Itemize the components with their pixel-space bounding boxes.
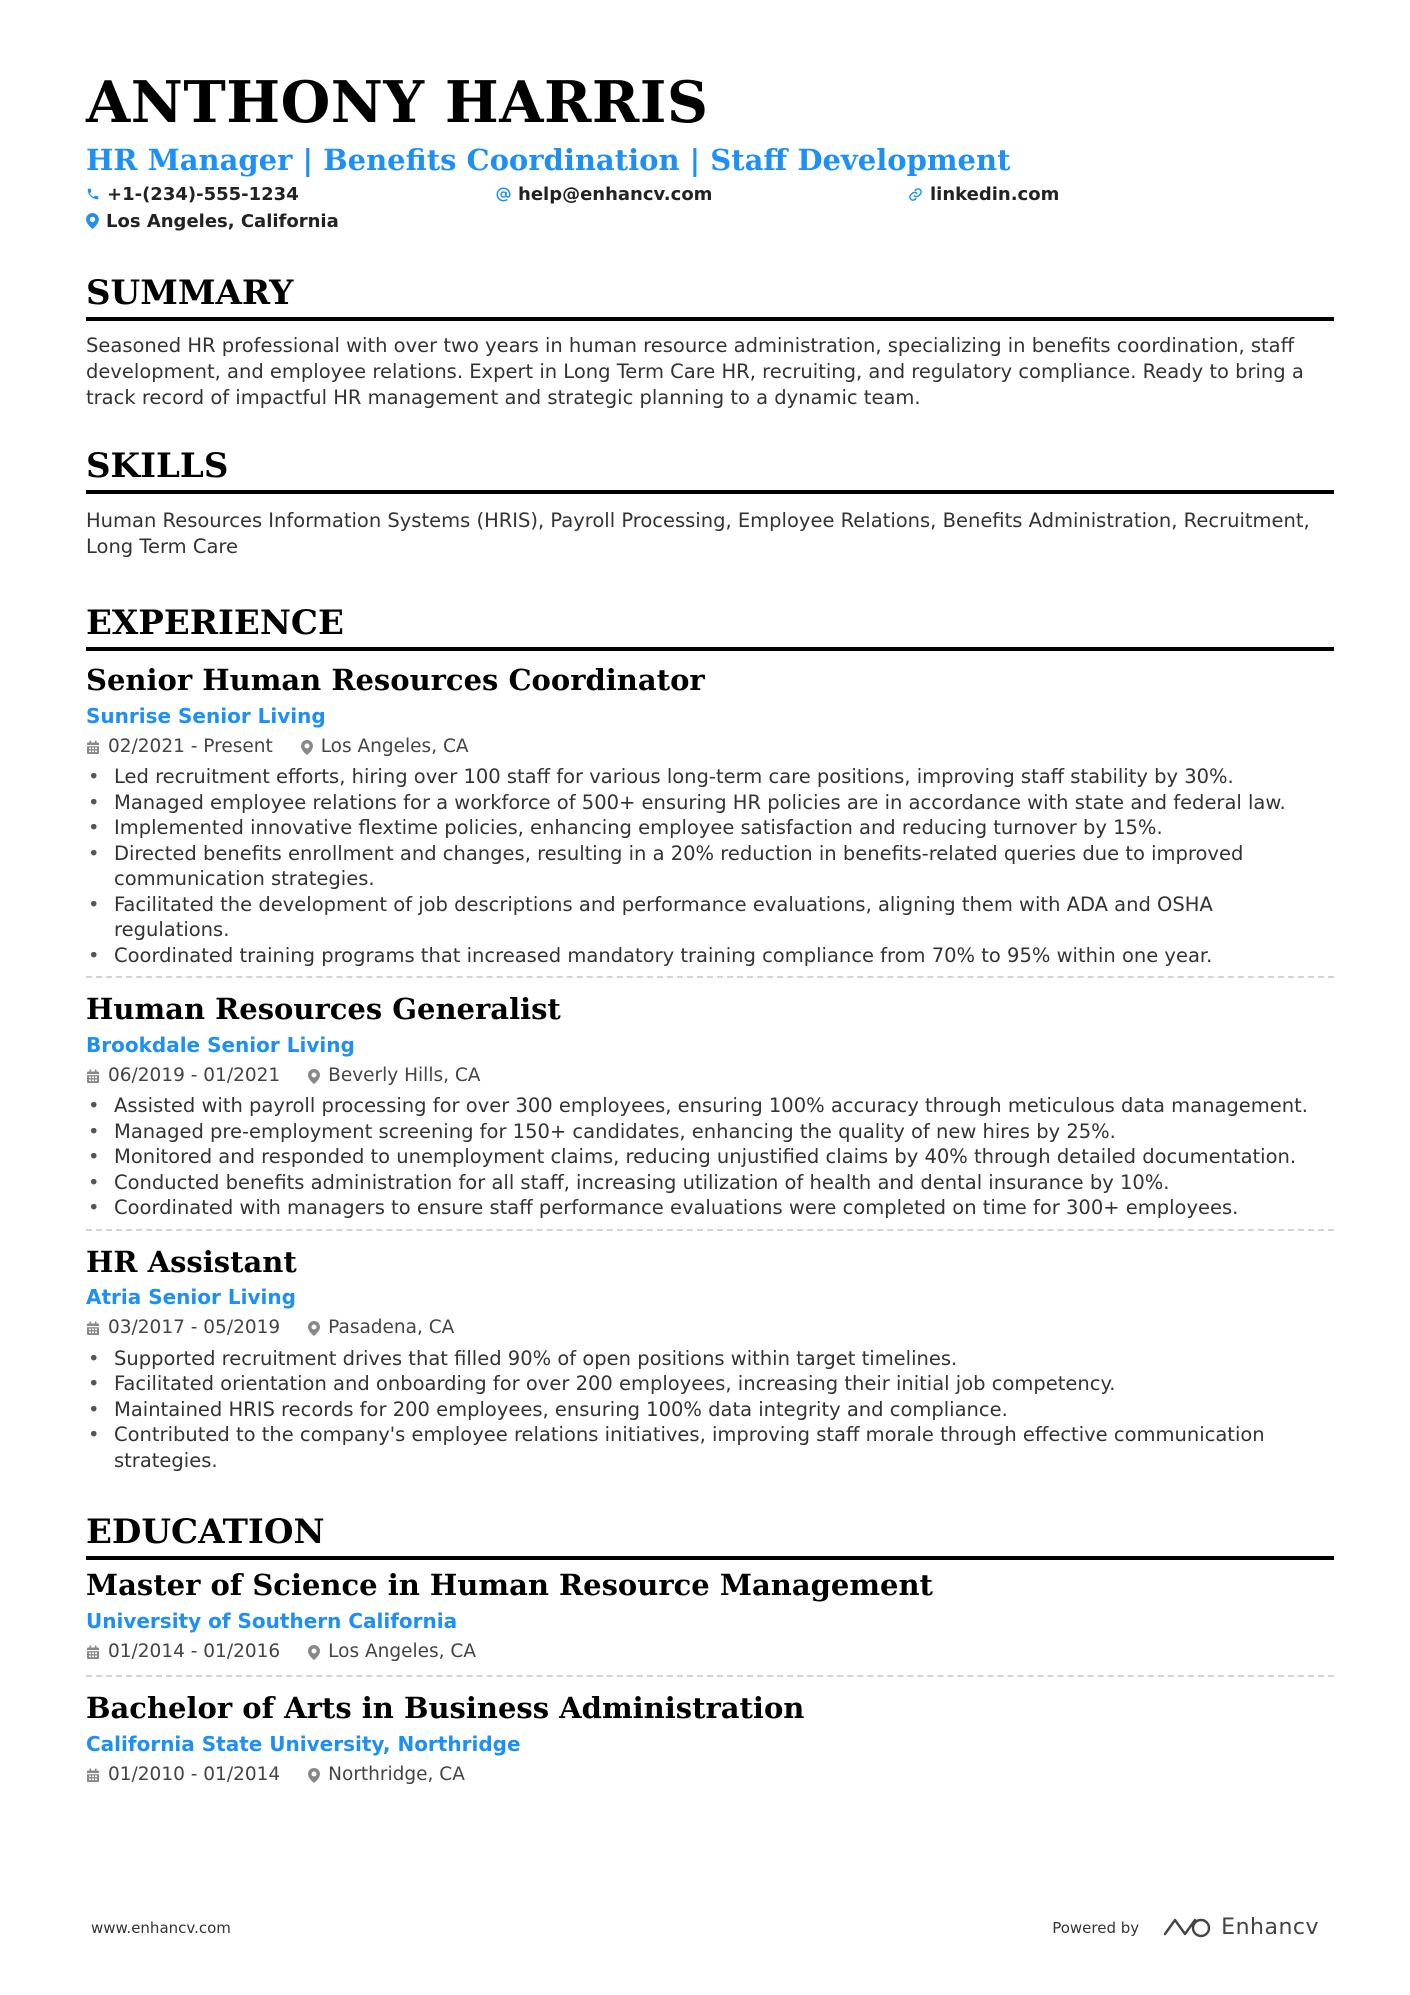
- job-dates-text: 06/2019 - 01/2021: [108, 1064, 281, 1086]
- education-dates-text: 01/2010 - 01/2014: [108, 1764, 281, 1785]
- calendar-icon: [86, 740, 100, 755]
- location-text: Los Angeles, California: [106, 210, 339, 232]
- location-pin-icon: [308, 1321, 320, 1336]
- experience-entry: [86, 1245, 1334, 1473]
- bullet-item: • Coordinated training programs that increased mandatory training compliance from 70% to 95% within one year.: [86, 943, 1334, 969]
- skills-section: [86, 447, 1334, 560]
- calendar-icon: [86, 1645, 100, 1660]
- contact-phone[interactable]: [86, 184, 299, 205]
- job-dates-text: 02/2021 - Present: [108, 735, 273, 757]
- calendar-icon: [86, 1069, 100, 1084]
- job-dates: [86, 1065, 280, 1087]
- bullet-item: • Monitored and responded to unemployment claims, reducing unjustified claims by 40% through detailed documentation.: [86, 1144, 1334, 1170]
- resume-page: [86, 69, 1334, 1786]
- job-location-text: Los Angeles, CA: [320, 735, 469, 757]
- linkedin-text: linkedin.com: [930, 183, 1060, 205]
- experience-title: EXPERIENCE: [86, 604, 1334, 651]
- location-pin-icon: [308, 1069, 320, 1084]
- brand-name: Enhancv: [1221, 1915, 1319, 1940]
- degree-title: Bachelor of Arts in Business Administration: [86, 1691, 805, 1726]
- footer-url[interactable]: www.enhancv.com: [91, 1918, 231, 1937]
- footer-brand: [1052, 1915, 1319, 1940]
- job-location-text: Pasadena, CA: [328, 1317, 455, 1339]
- education-location-text: Los Angeles, CA: [328, 1641, 476, 1663]
- experience-section: [86, 604, 1334, 1473]
- summary-title: SUMMARY: [86, 274, 1334, 321]
- location-pin-icon: [308, 1645, 320, 1660]
- calendar-icon: [86, 1321, 100, 1336]
- summary-text: Seasoned HR professional with over two years in human resource administration, specializing in benefits coordination, staff development, and employee relations. Expert in Long Term Care HR, recruiting, and regulatory compliance. Ready to bring a track record of impactful HR management and strategic planning to a dynamic team.: [86, 333, 1304, 409]
- bullet-item: • Facilitated the development of job descriptions and performance evaluations, aligning them with ADA and OSHA regulations.: [86, 892, 1334, 943]
- enhancv-logo-icon: [1163, 1916, 1211, 1940]
- company-name: Atria Senior Living: [86, 1285, 296, 1310]
- education-meta: [86, 1764, 1334, 1786]
- skills-text: Human Resources Information Systems (HRIS), Payroll Processing, Employee Relations, Benefits Administration, Recruitment, Long Term Care: [86, 509, 1310, 559]
- job-title: Human Resources Generalist: [86, 992, 561, 1027]
- contact-info: [86, 182, 1334, 238]
- phone-text: +1-(234)-555-1234: [107, 183, 299, 205]
- headline: HR Manager | Benefits Coordination | Staff Development: [86, 143, 1011, 177]
- location-pin-icon: [308, 1768, 320, 1783]
- phone-icon: [86, 187, 100, 201]
- contact-linkedin[interactable]: [908, 184, 1059, 205]
- summary-section: [86, 274, 1334, 411]
- job-meta: [86, 1065, 1334, 1087]
- bullet-item: • Implemented innovative flextime policies, enhancing employee satisfaction and reducing turnover by 15%.: [86, 815, 1334, 841]
- experience-entry: [86, 663, 1334, 978]
- job-dates-text: 03/2017 - 05/2019: [108, 1317, 281, 1339]
- bullet-item: • Led recruitment efforts, hiring over 100 staff for various long-term care positions, improving staff stability by 30%.: [86, 764, 1334, 790]
- education-dates: [86, 1641, 280, 1663]
- education-dates: [86, 1764, 280, 1786]
- skills-title: SKILLS: [86, 447, 1334, 494]
- bullet-item: • Assisted with payroll processing for over 300 employees, ensuring 100% accuracy through meticulous data management.: [86, 1093, 1334, 1119]
- education-entry: [86, 1691, 1334, 1786]
- email-text: help@enhancv.com: [518, 183, 713, 205]
- location-pin-icon: [86, 213, 99, 229]
- education-meta: [86, 1641, 1334, 1663]
- contact-email[interactable]: [496, 184, 712, 205]
- bullet-item: • Conducted benefits administration for all staff, increasing utilization of health and dental insurance by 10%.: [86, 1170, 1334, 1196]
- bullet-item: • Facilitated orientation and onboarding for over 200 employees, increasing their initial job competency.: [86, 1371, 1334, 1397]
- experience-entry: [86, 992, 1334, 1230]
- job-bullets: [86, 1346, 1334, 1474]
- education-location: [308, 1764, 465, 1786]
- education-location-text: Northridge, CA: [328, 1764, 465, 1785]
- job-location: [308, 1317, 454, 1339]
- powered-by-text: Powered by: [1052, 1918, 1140, 1937]
- bullet-item: • Managed employee relations for a workforce of 500+ ensuring HR policies are in accordance with state and federal law.: [86, 790, 1334, 816]
- calendar-icon: [86, 1768, 100, 1783]
- bullet-item: • Coordinated with managers to ensure staff performance evaluations were completed on time for 300+ employees.: [86, 1195, 1334, 1221]
- degree-title: Master of Science in Human Resource Management: [86, 1568, 933, 1603]
- at-sign-icon: [496, 187, 511, 202]
- bullet-item: • Contributed to the company's employee relations initiatives, improving staff morale through effective communication strategies.: [86, 1422, 1334, 1473]
- entry-divider: [86, 976, 1334, 978]
- job-dates: [86, 1317, 280, 1339]
- job-meta: [86, 736, 1334, 758]
- entry-divider: [86, 1229, 1334, 1231]
- job-location: [308, 1065, 480, 1087]
- link-icon: [908, 187, 923, 202]
- location-pin-icon: [301, 740, 313, 755]
- job-bullets: [86, 764, 1334, 968]
- education-entry: [86, 1568, 1334, 1677]
- job-dates: [86, 736, 273, 758]
- entry-divider: [86, 1675, 1334, 1677]
- job-title: Senior Human Resources Coordinator: [86, 663, 705, 698]
- education-location: [308, 1641, 476, 1663]
- job-meta: [86, 1317, 1334, 1339]
- job-location-text: Beverly Hills, CA: [328, 1064, 481, 1086]
- job-location: [301, 736, 469, 758]
- bullet-item: • Directed benefits enrollment and changes, resulting in a 20% reduction in benefits-related queries due to improved communication strategies.: [86, 841, 1334, 892]
- contact-location: [86, 211, 339, 232]
- page-footer: [91, 1915, 1319, 1940]
- education-title: EDUCATION: [86, 1513, 1334, 1560]
- school-name: California State University, Northridge: [86, 1732, 521, 1756]
- bullet-item: • Managed pre-employment screening for 150+ candidates, enhancing the quality of new hires by 25%.: [86, 1119, 1334, 1145]
- school-name: University of Southern California: [86, 1609, 458, 1634]
- education-dates-text: 01/2014 - 01/2016: [108, 1641, 281, 1663]
- education-section: [86, 1513, 1334, 1786]
- company-name: Brookdale Senior Living: [86, 1032, 355, 1057]
- company-name: Sunrise Senior Living: [86, 703, 326, 728]
- job-bullets: [86, 1093, 1334, 1221]
- bullet-item: • Supported recruitment drives that filled 90% of open positions within target timelines.: [86, 1346, 1334, 1372]
- candidate-name: ANTHONY HARRIS: [86, 69, 709, 136]
- bullet-item: • Maintained HRIS records for 200 employees, ensuring 100% data integrity and compliance.: [86, 1397, 1334, 1423]
- job-title: HR Assistant: [86, 1244, 297, 1279]
